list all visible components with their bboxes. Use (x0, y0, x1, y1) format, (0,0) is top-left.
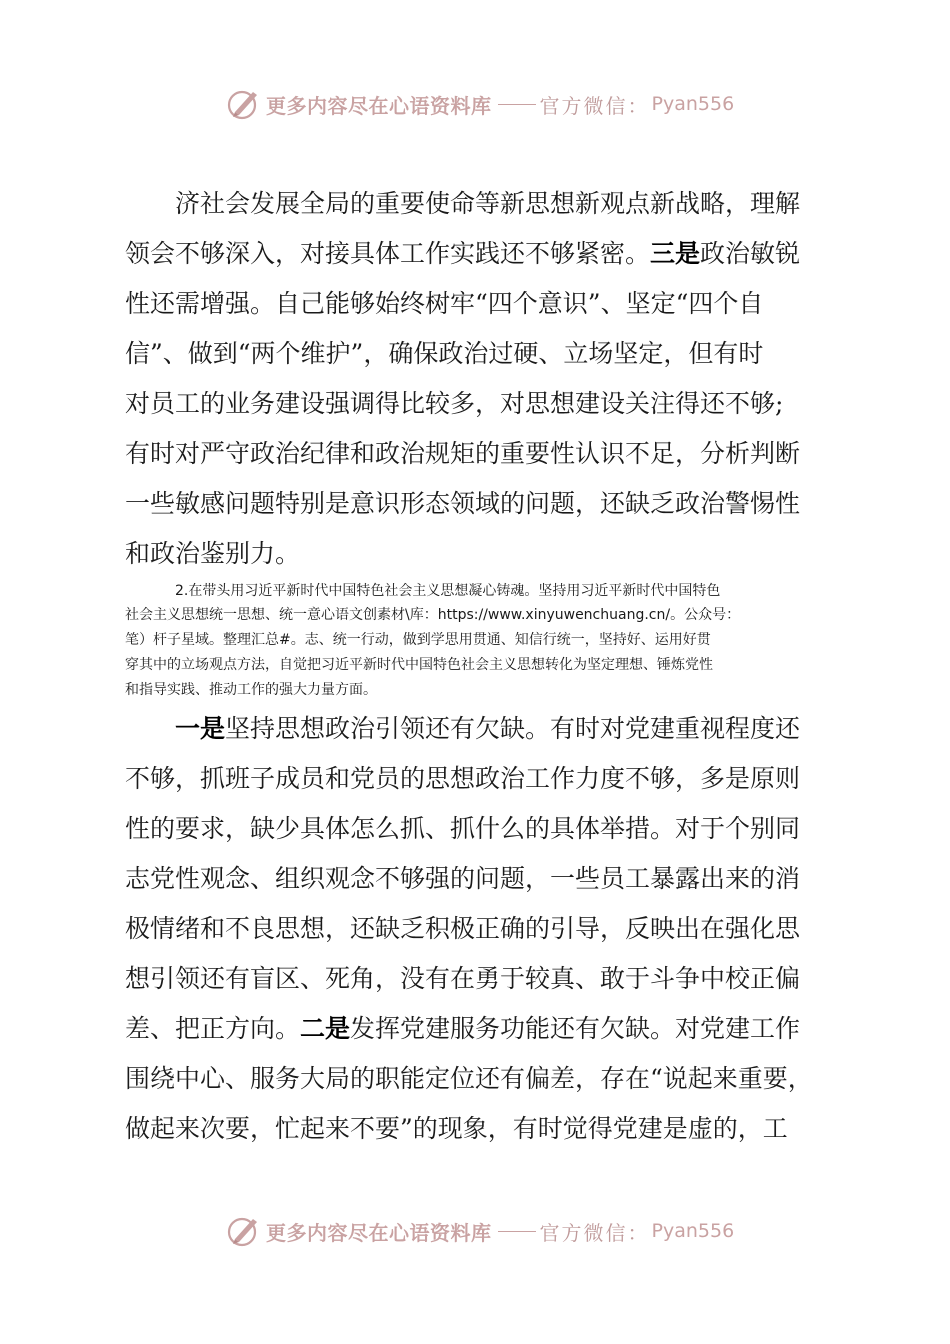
body-line: 性的要求，缺少具体怎么抓、抓什么的具体举措。对于个别同 (125, 814, 801, 843)
pen-logo-icon (226, 1213, 262, 1249)
body-line: 有时对严守政治纪律和政治规矩的重要性认识不足，分析判断 (125, 439, 801, 468)
banner-wechat-label: 官方微信： (539, 1220, 650, 1245)
body-line: 围绕中心、服务大局的职能定位还有偏差，存在“说起来重要， (125, 1064, 813, 1093)
pen-logo-icon (226, 86, 262, 122)
body-line: 不够，抓班子成员和党员的思想政治工作力度不够，多是原则 (125, 764, 801, 793)
banner-wechat-id: Pyan556 (651, 93, 735, 115)
bold-marker-first: 一是 (175, 714, 226, 743)
banner-site-text: 更多内容尽在心语资料库 (266, 93, 492, 118)
bold-marker-second: 二是 (300, 1014, 351, 1043)
body-line: 志党性观念、组织观念不够强的问题，一些员工暴露出来的消 (125, 864, 801, 893)
banner-dash (498, 104, 536, 105)
body-line: 一些敏感问题特别是意识形态领域的问题，还缺乏政治警惕性 (125, 489, 801, 518)
body-line: 差、把正方向。二是发挥党建服务功能还有欠缺。对党建工作 (125, 1014, 801, 1043)
body-line: 性还需增强。自己能够始终树牢“四个意识”、坚定“四个自 (125, 289, 764, 318)
section-line: 和指导实践、推动工作的强大力量方面。 (125, 682, 377, 698)
banner-site-text: 更多内容尽在心语资料库 (266, 1220, 492, 1245)
body-line: 和政治鉴别力。 (125, 539, 301, 568)
body-line: 做起来次要，忙起来不要”的现象，有时觉得党建是虚的，工 (125, 1114, 788, 1143)
section-line: 穿其中的立场观点方法，自觉把习近平新时代中国特色社会主义思想转化为坚定理想、锤炼党性 (125, 657, 713, 673)
bold-marker-third: 三是 (650, 239, 701, 268)
body-line: 极情绪和不良思想，还缺乏积极正确的引导，反映出在强化思 (125, 914, 801, 943)
body-line: 想引领还有盲区、死角，没有在勇于较真、敢于斗争中校正偏 (125, 964, 801, 993)
body-line: 领会不够深入，对接具体工作实践还不够紧密。三是政治敏锐 (125, 239, 801, 268)
body-line: 一是坚持思想政治引领还有欠缺。有时对党建重视程度还 (175, 714, 801, 743)
section-heading-line: 2.在带头用习近平新时代中国特色社会主义思想凝心铸魂。坚持用习近平新时代中国特色 (175, 583, 721, 599)
body-line: 对员工的业务建设强调得比较多，对思想建设关注得还不够; (125, 389, 784, 418)
banner-dash (498, 1231, 536, 1232)
body-line: 信”、做到“两个维护”，确保政治过硬、立场坚定，但有时 (125, 339, 764, 368)
body-line: 济社会发展全局的重要使命等新思想新观点新战略，理解 (175, 189, 801, 218)
banner-wechat-id: Pyan556 (651, 1220, 735, 1242)
footer-watermark-banner (226, 1211, 734, 1251)
section-line: 笔）杆子星域。整理汇总#。志、统一行动，做到学思用贯通、知信行统一，坚持好、运用好贯 (125, 632, 711, 648)
section-line: 社会主义思想统一思想、统一意心语文创素材\库：https://www.xinyuwenchuang.cn/。公众号： (125, 607, 741, 623)
banner-wechat-label: 官方微信： (539, 93, 650, 118)
header-watermark-banner (226, 84, 734, 124)
